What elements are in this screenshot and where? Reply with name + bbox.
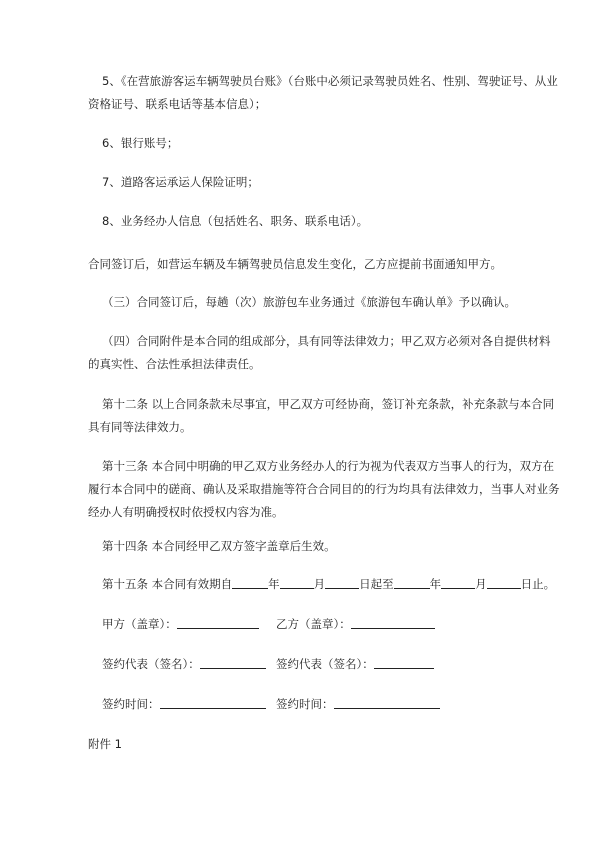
article-15-prefix: 第十五条 本合同有效期自: [102, 577, 233, 591]
item-8: 8、业务经办人信息（包括姓名、职务、联系电话）。: [102, 214, 369, 228]
party-a-seal-label: 甲方（盖章）：: [102, 617, 177, 631]
item-7: 7、道路客运承运人保险证明；: [102, 175, 259, 189]
start-year-label: 年: [268, 577, 280, 591]
rep-sign-b-label: 签约代表（签名）：: [276, 657, 374, 671]
attachment-label: 附件 1: [88, 737, 122, 751]
end-month-blank: [441, 576, 475, 589]
clause-section-3: （三）合同签订后，每趟（次）旅游包车业务通过《旅游包车确认单》予以确认。: [102, 295, 516, 309]
article-14: 第十四条 本合同经甲乙双方签字盖章后生效。: [102, 539, 336, 553]
rep-sign-a-line: [102, 653, 266, 676]
rep-sign-b-line: [276, 653, 434, 676]
start-month-blank: [280, 576, 314, 589]
clause-after-signing: 合同签订后，如营运车辆及车辆驾驶员信息发生变化，乙方应提前书面通知甲方。: [88, 257, 502, 271]
clause-section-4: （四）合同附件是本合同的组成部分，具有同等法律效力；甲乙双方必须对各自提供材料的真实性、合法性承担法律责任。: [88, 334, 551, 371]
start-month-label: 月: [313, 577, 326, 591]
party-b-seal-blank: [351, 616, 435, 629]
end-month-label: 月: [475, 577, 487, 591]
end-day-blank: [487, 576, 521, 589]
party-b-seal-label: 乙方（盖章）：: [276, 617, 351, 631]
time-a-line: [102, 693, 266, 716]
time-a-blank: [160, 696, 266, 709]
article-15: [102, 573, 555, 596]
time-b-label: 签约时间：: [276, 697, 334, 711]
item-6: 6、银行账号；: [102, 136, 179, 150]
rep-sign-b-blank: [374, 656, 434, 669]
party-a-seal-line: [102, 613, 259, 636]
rep-sign-a-blank: [200, 656, 266, 669]
start-day-blank: [325, 576, 359, 589]
end-year-blank: [394, 576, 430, 589]
article-12: 第十二条 以上合同条款未尽事宜，甲乙双方可经协商，签订补充条款，补充条款与本合同具有同等法律效力。: [88, 397, 555, 434]
end-day-label: 日止。: [520, 577, 556, 591]
time-a-label: 签约时间：: [102, 697, 160, 711]
party-a-seal-blank: [177, 616, 259, 629]
end-year-label: 年: [429, 577, 442, 591]
article-13: 第十三条 本合同中明确的甲乙双方业务经办人的行为视为代表双方当事人的行为，双方在履行本合同中的磋商、确认及采取措施等符合合同目的的行为均具有法律效力，当事人对业务经办人有明确授权时依授权内容为准。: [88, 459, 560, 519]
party-b-seal-line: [276, 613, 435, 636]
time-b-line: [276, 693, 440, 716]
time-b-blank: [334, 696, 440, 709]
item-5: 5、《在营旅游客运车辆驾驶员台账》（台账中必须记录驾驶员姓名、性别、驾驶证号、从业资格证号、联系电话等基本信息）；: [88, 74, 558, 111]
start-year-blank: [232, 576, 268, 589]
start-day-label: 日起至: [359, 577, 394, 591]
rep-sign-a-label: 签约代表（签名）：: [102, 657, 200, 671]
